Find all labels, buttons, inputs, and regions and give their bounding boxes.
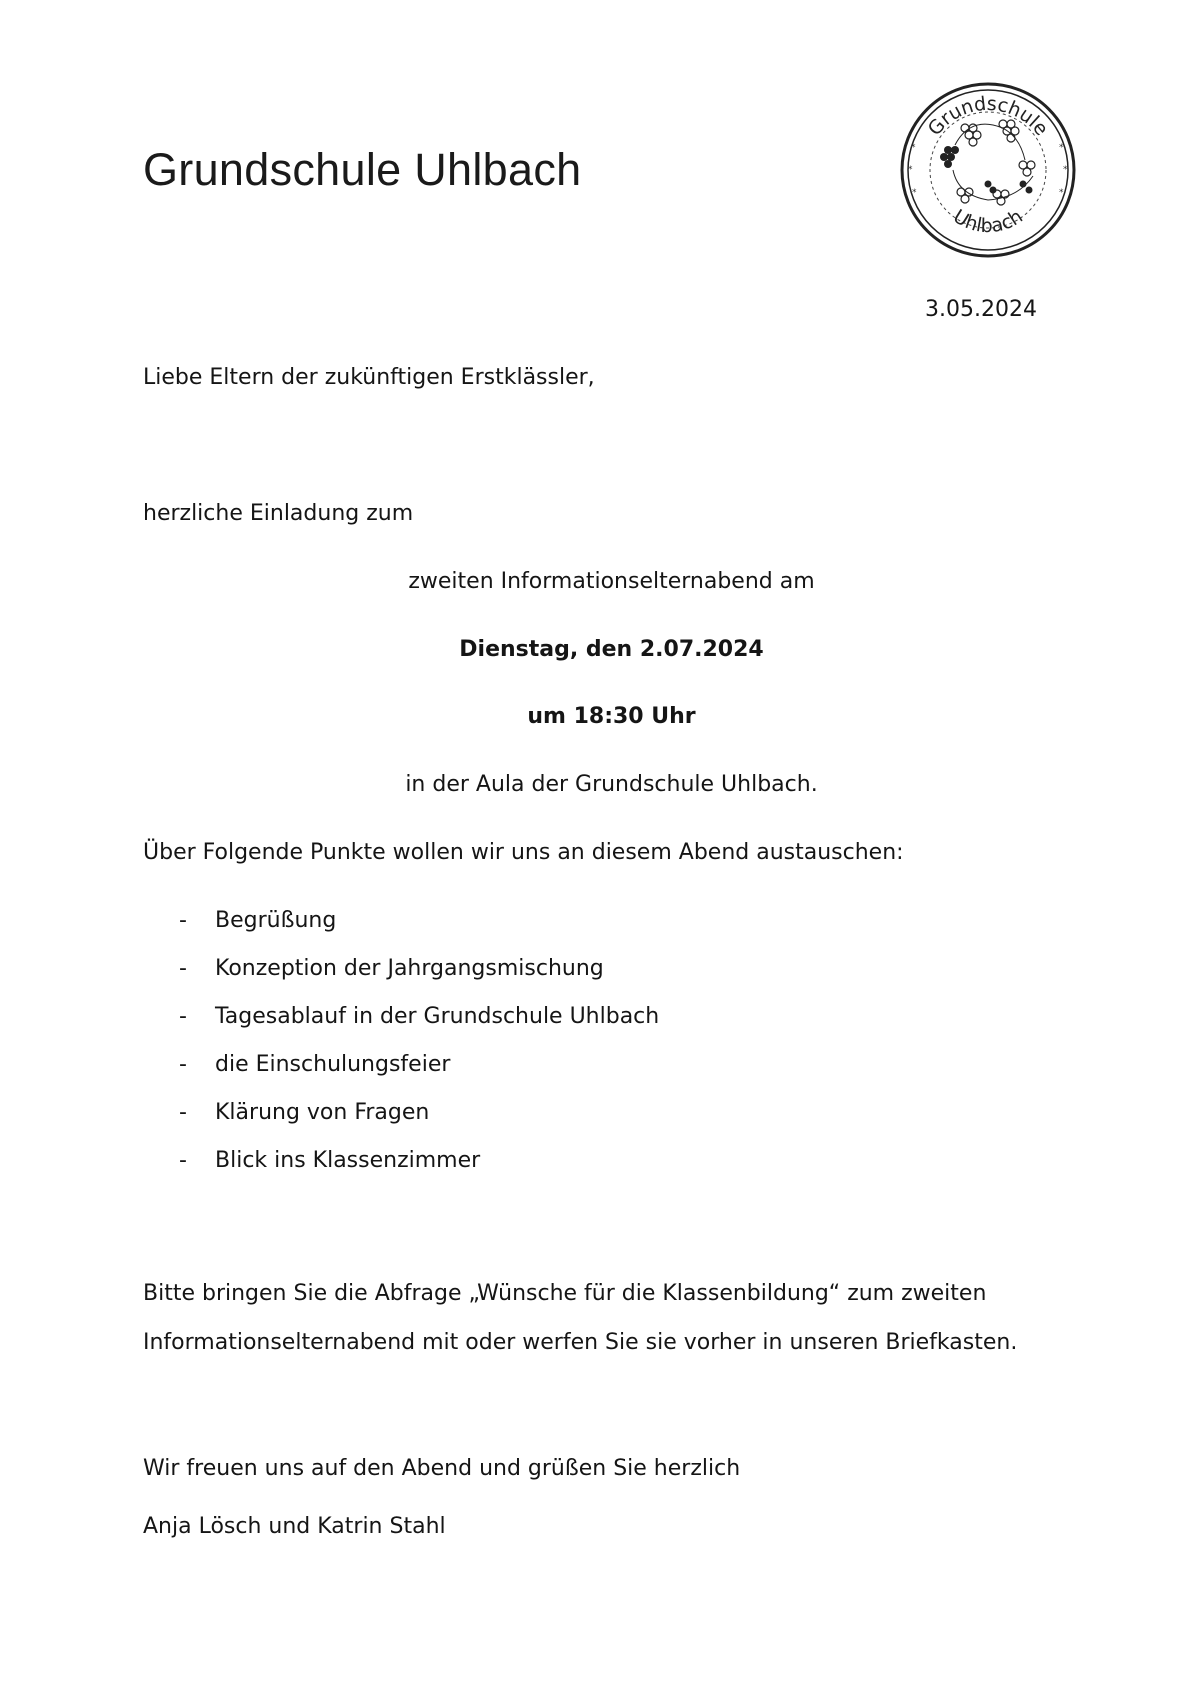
svg-text:*: * [1059,143,1064,153]
agenda-item-text: Tagesablauf in der Grundschule Uhlbach [215,1004,660,1029]
agenda-item-text: die Einschulungsfeier [215,1052,451,1077]
agenda-item-text: Konzeption der Jahrgangsmischung [215,956,604,981]
agenda-bullet: - [179,1148,187,1173]
event-date: Dienstag, den 2.07.2024 [459,637,764,662]
svg-text:*: * [912,188,917,198]
invitation-line: herzliche Einladung zum [143,501,414,526]
svg-text:*: * [908,165,913,175]
agenda-bullet: - [179,1052,187,1077]
salutation: Liebe Eltern der zukünftigen Erstklässler, [143,365,595,390]
logo-top-text: Grundschule [923,92,1053,141]
agenda-bullet: - [179,908,187,933]
request-line-2: Informationselternabend mit oder werfen Sie sie vorher in unseren Briefkasten. [143,1330,1018,1355]
logo-bottom-text: Uhlbach [949,205,1027,238]
svg-text:*: * [1059,188,1064,198]
agenda-bullet: - [179,956,187,981]
request-line-1: Bitte bringen Sie die Abfrage „Wünsche für die Klassenbildung“ zum zweiten [143,1281,987,1306]
school-title: Grundschule Uhlbach [143,144,582,195]
school-logo [893,80,1083,260]
letter-date: 3.05.2024 [925,297,1037,322]
agenda-item-text: Begrüßung [215,908,337,933]
closing-line: Wir freuen uns auf den Abend und grüßen Sie herzlich [143,1456,741,1481]
event-location: in der Aula der Grundschule Uhlbach. [405,772,818,797]
agenda-item-text: Blick ins Klassenzimmer [215,1148,481,1173]
grape-vine-stamp-logo-icon [893,80,1083,260]
event-time: um 18:30 Uhr [527,704,696,729]
agenda-item-text: Klärung von Fragen [215,1100,430,1125]
signature: Anja Lösch und Katrin Stahl [143,1514,446,1539]
event-title: zweiten Informationselternabend am [408,569,815,594]
agenda-bullet: - [179,1100,187,1125]
agenda-bullet: - [179,1004,187,1029]
svg-text:*: * [911,143,916,153]
agenda-intro: Über Folgende Punkte wollen wir uns an diesem Abend austauschen: [143,840,904,865]
svg-text:*: * [1063,165,1068,175]
